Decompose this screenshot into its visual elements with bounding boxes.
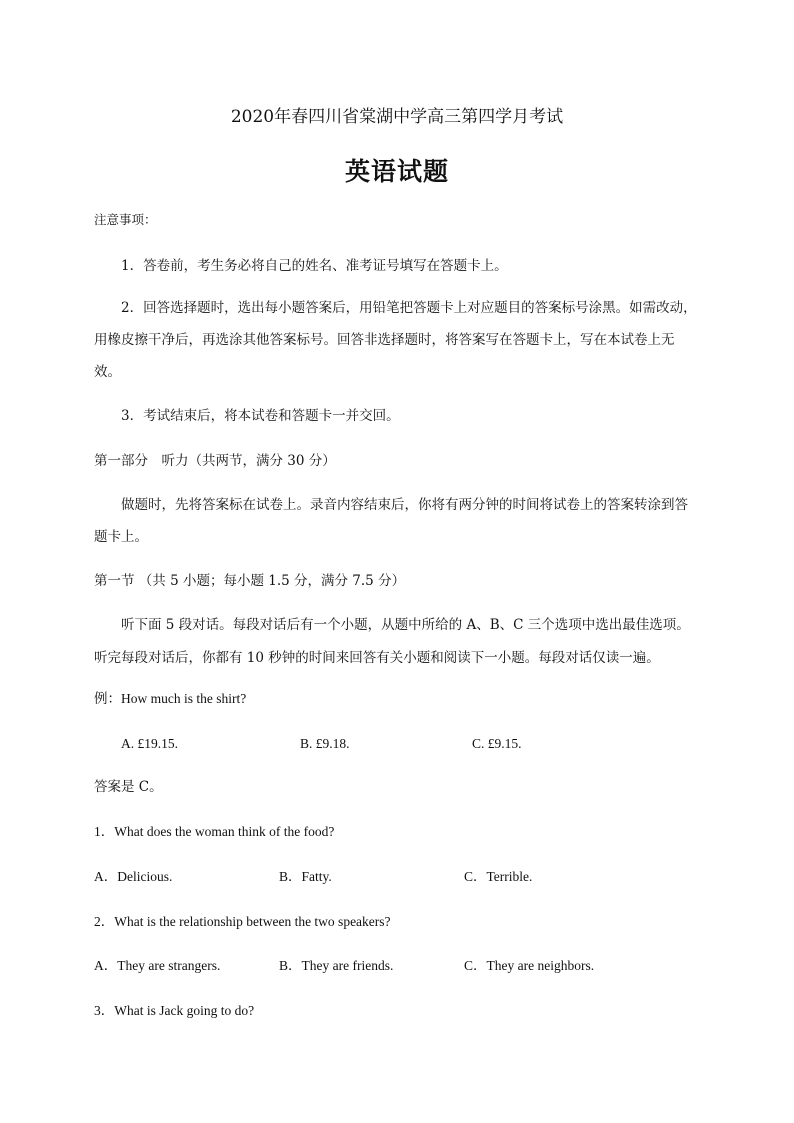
question-2-option-b: B．They are friends. bbox=[279, 958, 394, 973]
part1-heading: 第一部分 听力（共两节，满分 30 分） bbox=[94, 453, 336, 469]
section1-heading: 第一节 （共 5 小题；每小题 1.5 分，满分 7.5 分） bbox=[94, 573, 406, 589]
question-2-option-a: A．They are strangers. bbox=[94, 958, 221, 973]
example-option-c: C. £9.15. bbox=[472, 736, 522, 751]
exam-subtitle: 2020年春四川省棠湖中学高三第四学月考试 bbox=[230, 107, 564, 127]
question-2: 2．What is the relationship between the two speakers? bbox=[94, 914, 391, 929]
notice-item-2-line-1: 2．回答选择题时，选出每小题答案后，用铅笔把答题卡上对应题目的答案标号涂黑。如需改动， bbox=[121, 300, 697, 316]
notice-item-1: 1．答卷前，考生务必将自己的姓名、准考证号填写在答题卡上。 bbox=[121, 258, 508, 274]
question-1-option-b: B．Fatty. bbox=[279, 869, 332, 884]
part1-intro-line-1: 做题时，先将答案标在试卷上。录音内容结束后，你将有两分钟的时间将试卷上的答案转涂到答 bbox=[121, 497, 688, 513]
section1-instruction-line-1: 听下面 5 段对话。每段对话后有一个小题，从题中所给的 A、B、C 三个选项中选出最佳选项。 bbox=[121, 617, 690, 633]
question-3: 3．What is Jack going to do? bbox=[94, 1003, 255, 1018]
notice-item-2-line-2: 用橡皮擦干净后，再选涂其他答案标号。回答非选择题时，将答案写在答题卡上，写在本试卷上无 bbox=[94, 332, 675, 348]
question-1: 1．What does the woman think of the food? bbox=[94, 824, 335, 839]
question-1-option-c: C．Terrible. bbox=[464, 869, 533, 884]
question-1-option-a: A．Delicious. bbox=[94, 869, 173, 884]
exam-title: 英语试题 bbox=[344, 157, 449, 186]
question-2-option-c: C．They are neighbors. bbox=[464, 958, 595, 973]
example-option-b: B. £9.18. bbox=[300, 736, 350, 751]
example-question: 例：How much is the shirt? bbox=[94, 691, 247, 706]
section1-instruction-line-2: 听完每段对话后，你都有 10 秒钟的时间来回答有关小题和阅读下一小题。每段对话仅读一遍。 bbox=[94, 650, 660, 666]
part1-intro-line-2: 题卡上。 bbox=[94, 529, 148, 545]
example-option-a: A. £19.15. bbox=[121, 736, 178, 751]
notice-item-2-line-3: 效。 bbox=[94, 364, 121, 380]
example-answer: 答案是 C。 bbox=[94, 779, 163, 795]
notice-item-3: 3．考试结束后，将本试卷和答题卡一并交回。 bbox=[121, 408, 400, 424]
notice-heading: 注意事项： bbox=[94, 212, 157, 227]
